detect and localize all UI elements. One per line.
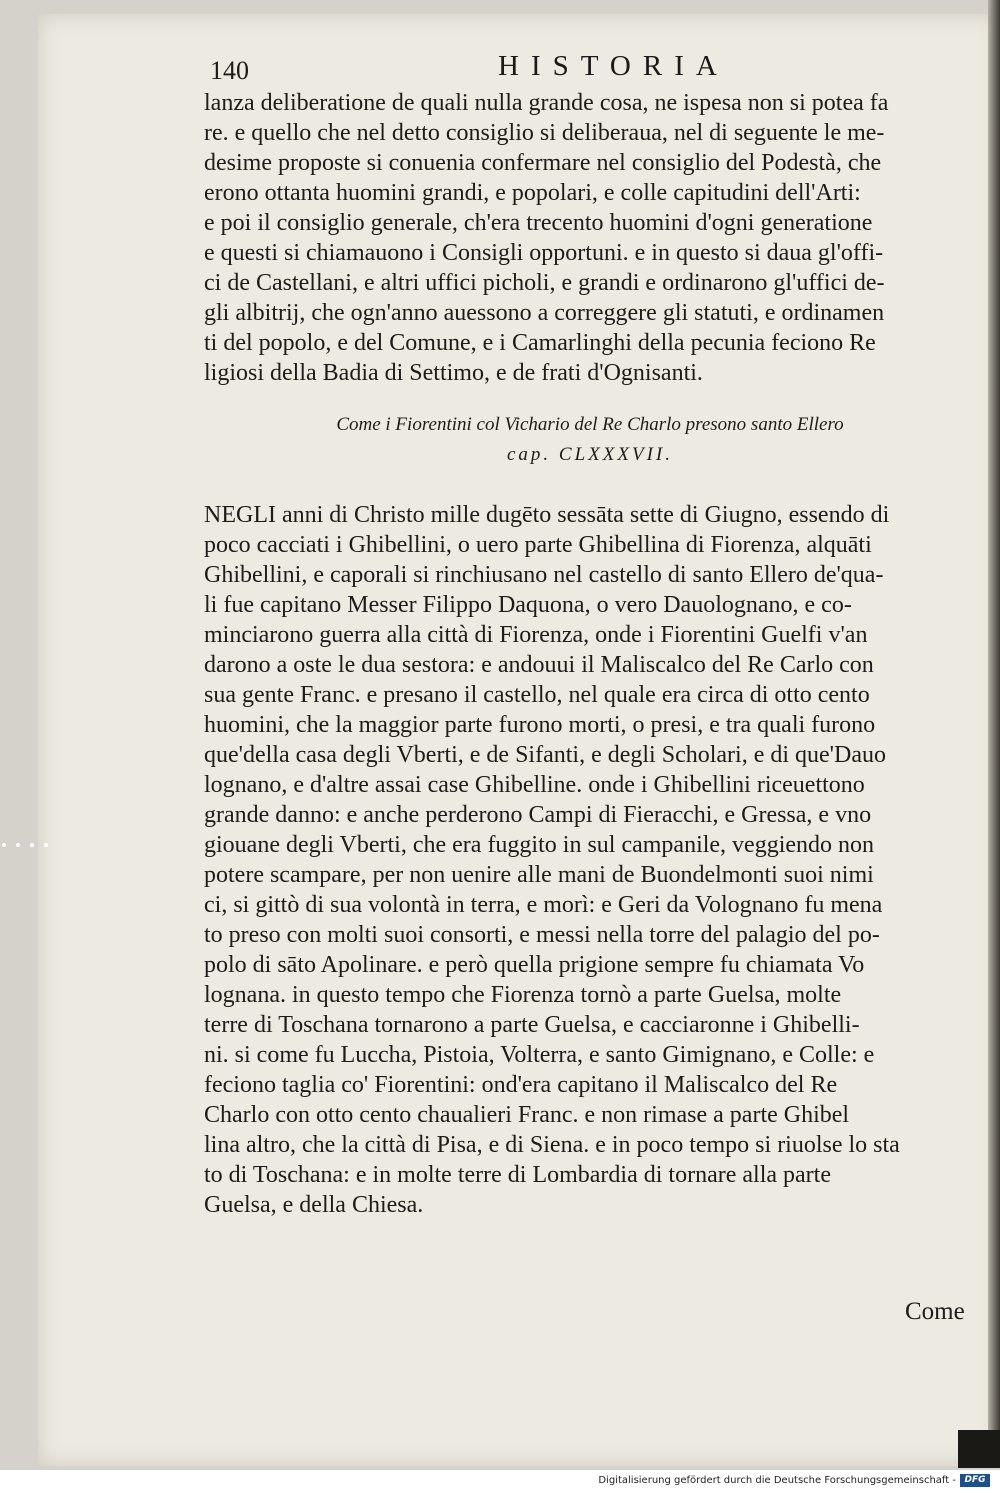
text-line: ci de Castellani, e altri uffici picholi, e grandi e ordinarono gl'uffici de-	[204, 270, 885, 296]
page-edge-shadow	[988, 0, 1000, 1466]
text-line: Charlo con otto cento chaualieri Franc. e non rimase a parte Ghibel	[204, 1102, 850, 1128]
text-line: e poi il consiglio generale, ch'era trecento huomini d'ogni generatione	[204, 210, 873, 236]
paragraph-continued	[204, 88, 974, 388]
text-line: e questi si chiamauono i Consigli opportuni. e in questo si daua gl'offi-	[204, 240, 884, 266]
text-line: que'della casa degli Vberti, e de Sifanti, e degli Scholari, e di que'Dauo	[204, 742, 886, 768]
page-header	[210, 50, 970, 88]
catchword: Come	[905, 1298, 965, 1325]
text-line: ci, si gittò di sua volontà in terra, e morì: e Geri da Volognano fu mena	[204, 892, 883, 918]
funding-credit: Digitalisierung gefördert durch die Deutsche Forschungsgemeinschaft -	[598, 1475, 956, 1486]
text-line: lanza deliberatione de quali nulla grande cosa, ne ispesa non si potea fa	[204, 90, 889, 116]
text-line: lina altro, che la città di Pisa, e di Siena. e in poco tempo si riuolse lo sta	[204, 1132, 900, 1158]
page-number: 140	[210, 56, 249, 85]
text-line: giouane degli Vberti, che era fuggito in sul campanile, veggiendo non	[204, 832, 875, 858]
text-line: darono a oste le dua sestora: e andouui il Maliscalco del Re Carlo con	[204, 652, 874, 678]
running-title: HISTORIA	[498, 50, 729, 82]
text-line: ti del popolo, e del Comune, e i Camarlinghi della pecunia feciono Re	[204, 330, 876, 356]
text-line: li fue capitano Messer Filippo Daquona, o vero Dauolognano, e co-	[204, 592, 852, 618]
text-line: gli albitrij, che ogn'anno auessono a correggere gli statuti, e ordinamen	[204, 300, 885, 326]
text-line: lognano, e d'altre assai case Ghibelline. onde i Ghibellini riceuettono	[204, 772, 865, 798]
chapter-number: cap. CLXXXVII.	[506, 444, 673, 465]
text-line: erono ottanta huomini grandi, e popolari, e colle capitudini dell'Arti:	[204, 180, 861, 206]
text-line: desime proposte si conuenia confermare nel consiglio del Podestà, che	[204, 150, 882, 176]
text-line: lognana. in questo tempo che Fiorenza tornò a parte Guelsa, molte	[204, 982, 842, 1008]
text-line: feciono taglia co' Fiorentini: ond'era capitano il Maliscalco del Re	[204, 1072, 838, 1098]
paragraph-main	[204, 500, 974, 1220]
chapter-title: Come i Fiorentini col Vichario del Re Charlo presono santo Ellero	[336, 414, 844, 435]
text-line: to di Toschana: e in molte terre di Lombardia di tornare alla parte	[204, 1162, 831, 1188]
text-line: NEGLI anni di Christo mille dugēto sessāta sette di Giugno, essendo di	[204, 502, 890, 528]
text-line: to preso con molti suoi consorti, e messi nella torre del palagio del po-	[204, 922, 880, 948]
text-line: minciarono guerra alla città di Fiorenza, onde i Fiorentini Guelfi v'an	[204, 622, 868, 648]
chapter-heading	[200, 410, 980, 470]
text-line: Guelsa, e della Chiesa.	[204, 1192, 424, 1218]
text-line: grande danno: e anche perderono Campi di Fieracchi, e Gressa, e vno	[204, 802, 872, 828]
text-line: ligiosi della Badia di Settimo, e de frati d'Ognisanti.	[204, 360, 703, 386]
text-line: poco cacciati i Ghibellini, o uero parte Ghibellina di Fiorenza, alquāti	[204, 532, 872, 558]
text-line: potere scampare, per non uenire alle mani de Buondelmonti suoi nimi	[204, 862, 874, 888]
text-line: polo di sāto Apolinare. e però quella prigione sempre fu chiamata Vo	[204, 952, 865, 978]
text-line: huomini, che la maggior parte furono morti, o presi, e tra quali furono	[204, 712, 876, 738]
text-line: Ghibellini, e caporali si rinchiusano nel castello di santo Ellero de'qua-	[204, 562, 884, 588]
binding-corner	[958, 1430, 1000, 1468]
dfg-logo: DFG	[960, 1474, 990, 1487]
text-line: sua gente Franc. e presano il castello, nel quale era circa di otto cento	[204, 682, 870, 708]
text-line: ni. si come fu Luccha, Pistoia, Volterra, e santo Gimignano, e Colle: e	[204, 1042, 875, 1068]
text-line: re. e quello che nel detto consiglio si deliberaua, nel di seguente le me-	[204, 120, 885, 146]
text-line: terre di Toschana tornarono a parte Guelsa, e cacciaronne i Ghibelli-	[204, 1012, 860, 1038]
